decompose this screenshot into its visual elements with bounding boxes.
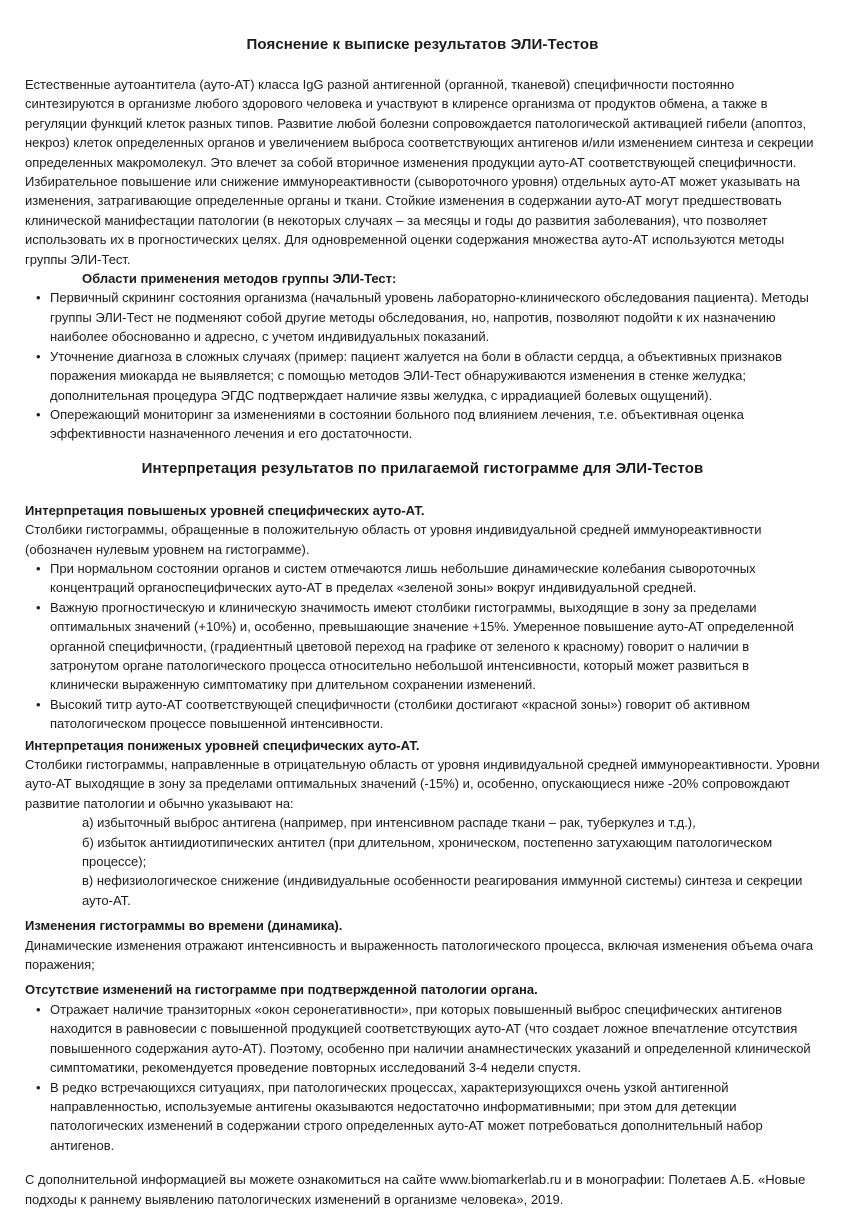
decreased-levels-paragraph: Столбики гистограммы, направленные в отрицательную область от уровня индивидуальной средней иммунореактивности. Уровни ауто-АТ выходящие в зону за пределами оптимальных значений (-15%) и, особенно, опускающиеся ниже -20% сопровождают развитие патологии и обычно указывают на: xyxy=(25,757,820,811)
list-item: б) избыток антиидиотипических антител (при длительном, хроническом, постепенно затухающим патологическом процессе); xyxy=(82,834,773,870)
no-changes-heading: Отсутствие изменений на гистограмме при подтвержденной патологии органа. xyxy=(25,982,538,998)
dynamics-heading: Изменения гистограммы во времени (динамика). xyxy=(25,918,343,934)
elevated-levels-paragraph: Столбики гистограммы, обращенные в положительную область от уровня индивидуальной средней иммунореактивности (обозначен нулевым уровнем на гистограмме). xyxy=(25,522,762,557)
document-title: Пояснение к выписке результатов ЭЛИ-Тестов xyxy=(246,36,599,53)
list-item: • Первичный скрининг состояния организма (начальный уровень лабораторно-клинического обследования пациента). Методы группы ЭЛИ-Тест не подменяют собой другие методы обследования, но, напротив, позволяют подойти к их назначению наиболее обоснованно и адресно, с учетом индивидуальных показаний. xyxy=(25,288,820,346)
list-item: • Важную прогностическую и клиническую значимость имеют столбики гистограммы, выходящие в зону за пределами оптимальных значений (+10%) и, особенно, превышающие значение +15%. Умеренное повышение ауто-АТ определенной органной специфичности, (градиентный цветовой переход на графике от зеленого к красному) говорит о наличии в затронутом органе патологического процесса относительно небольшой интенсивности, который может развиться в клинически выраженную симптоматику при длительном сохранении изменений. xyxy=(25,598,820,695)
applications-list xyxy=(25,288,820,443)
intro-paragraph: Естественные аутоантитела (ауто-АТ) класса IgG разной антигенной (органной, тканевой) специфичности постоянно синтезируются в организме любого здорового человека и участвуют в клиренсе организма от продуктов обмена, а также в регуляции функций клеток разных типов. Развитие любой болезни сопровождается патологической активацией гибели (апоптоз, некроз) клеток определенных органов и увеличением выброса соответствующих антигенов и/или изменением синтеза и секреции определенных макромолекул. Это влечет за собой вторичное изменения продукции ауто-АТ соответствующей специфичности. Избирательное повышение или снижение иммунореактивности (сывороточного уровня) отдельных ауто-АТ может указывать на изменения, затрагивающие определенные органы и ткани. Стойкие изменения в содержании ауто-АТ могут предшествовать клинической манифестации патологии (в некоторых случаях – за месяцы и годы до развития заболевания), что позволяет использовать их в прогностических целях. Для одновременной оценки содержания множества ауто-АТ используются методы группы ЭЛИ-Тест. xyxy=(25,77,814,267)
applications-heading: Области применения методов группы ЭЛИ-Тест: xyxy=(82,271,397,287)
footer-note: С дополнительной информацией вы можете ознакомиться на сайте www.biomarkerlab.ru и в монографии: Полетаев А.Б. «Новые подходы к раннему выявлению патологических изменений в организме человека», 2019. xyxy=(25,1172,806,1207)
list-item: • В редко встречающихся ситуациях, при патологических процессах, характеризующихся очень узкой антигенной направленностью, используемые антигены оказываются недостаточно информативными; при этом для детекции патологических изменений в содержании строго определенных ауто-АТ может потребоваться дополнительный набор антигенов. xyxy=(25,1078,820,1156)
elevated-levels-heading: Интерпретация повышеных уровней специфических ауто-АТ. xyxy=(25,502,425,518)
decreased-levels-heading: Интерпретация пониженых уровней специфических ауто-АТ. xyxy=(25,737,420,753)
elevated-levels-list xyxy=(25,559,820,734)
list-item: • Уточнение диагноза в сложных случаях (пример: пациент жалуется на боли в области сердца, а объективных признаков поражения миокарда не выявляется; с помощью методов ЭЛИ-Тест обнаруживаются изменения в стенке желудка; дополнительная процедура ЭГДС подтверждает наличие язвы желудка, с иррадиацией болевых ощущений). xyxy=(25,347,820,405)
list-item: • Отражает наличие транзиторных «окон серонегативности», при которых повышенный выброс специфических антигенов находится в равновесии с повышенной продукцией соответствующих ауто-АТ (что создает ложное впечатление отсутствия повышенного содержания ауто-АТ). Поэтому, особенно при наличии анамнестических указаний и определенной клинической симптоматики, рекомендуется проведение повторных исследований 3-4 недели спустя. xyxy=(25,1000,820,1078)
list-item: • Опережающий мониторинг за изменениями в состоянии больного под влиянием лечения, т.е. объективная оценка эффективности назначенного лечения и его достаточности. xyxy=(25,405,820,444)
list-item: а) избыточный выброс антигена (например, при интенсивном распаде ткани – рак, туберкулез и т.д.), xyxy=(82,815,696,831)
no-changes-list xyxy=(25,1000,820,1155)
list-item: • При нормальном состоянии органов и систем отмечаются лишь небольшие динамические колебания сывороточных концентраций органоспецифических ауто-АТ в пределах «зеленой зоны» вокруг индивидуальной средней. xyxy=(25,559,820,598)
list-item: • Высокий титр ауто-АТ соответствующей специфичности (столбики достигают «красной зоны») говорит об активном патологическом процессе повышенной интенсивности. xyxy=(25,695,820,734)
dynamics-paragraph: Динамические изменения отражают интенсивность и выраженность патологического процесса, включая изменения объема очага поражения; xyxy=(25,937,814,973)
interpretation-title: Интерпретация результатов по прилагаемой гистограмме для ЭЛИ-Тестов xyxy=(141,459,704,477)
list-item: в) нефизиологическое снижение (индивидуальные особенности реагирования иммунной системы) синтеза и секреции ауто-АТ. xyxy=(82,873,803,908)
